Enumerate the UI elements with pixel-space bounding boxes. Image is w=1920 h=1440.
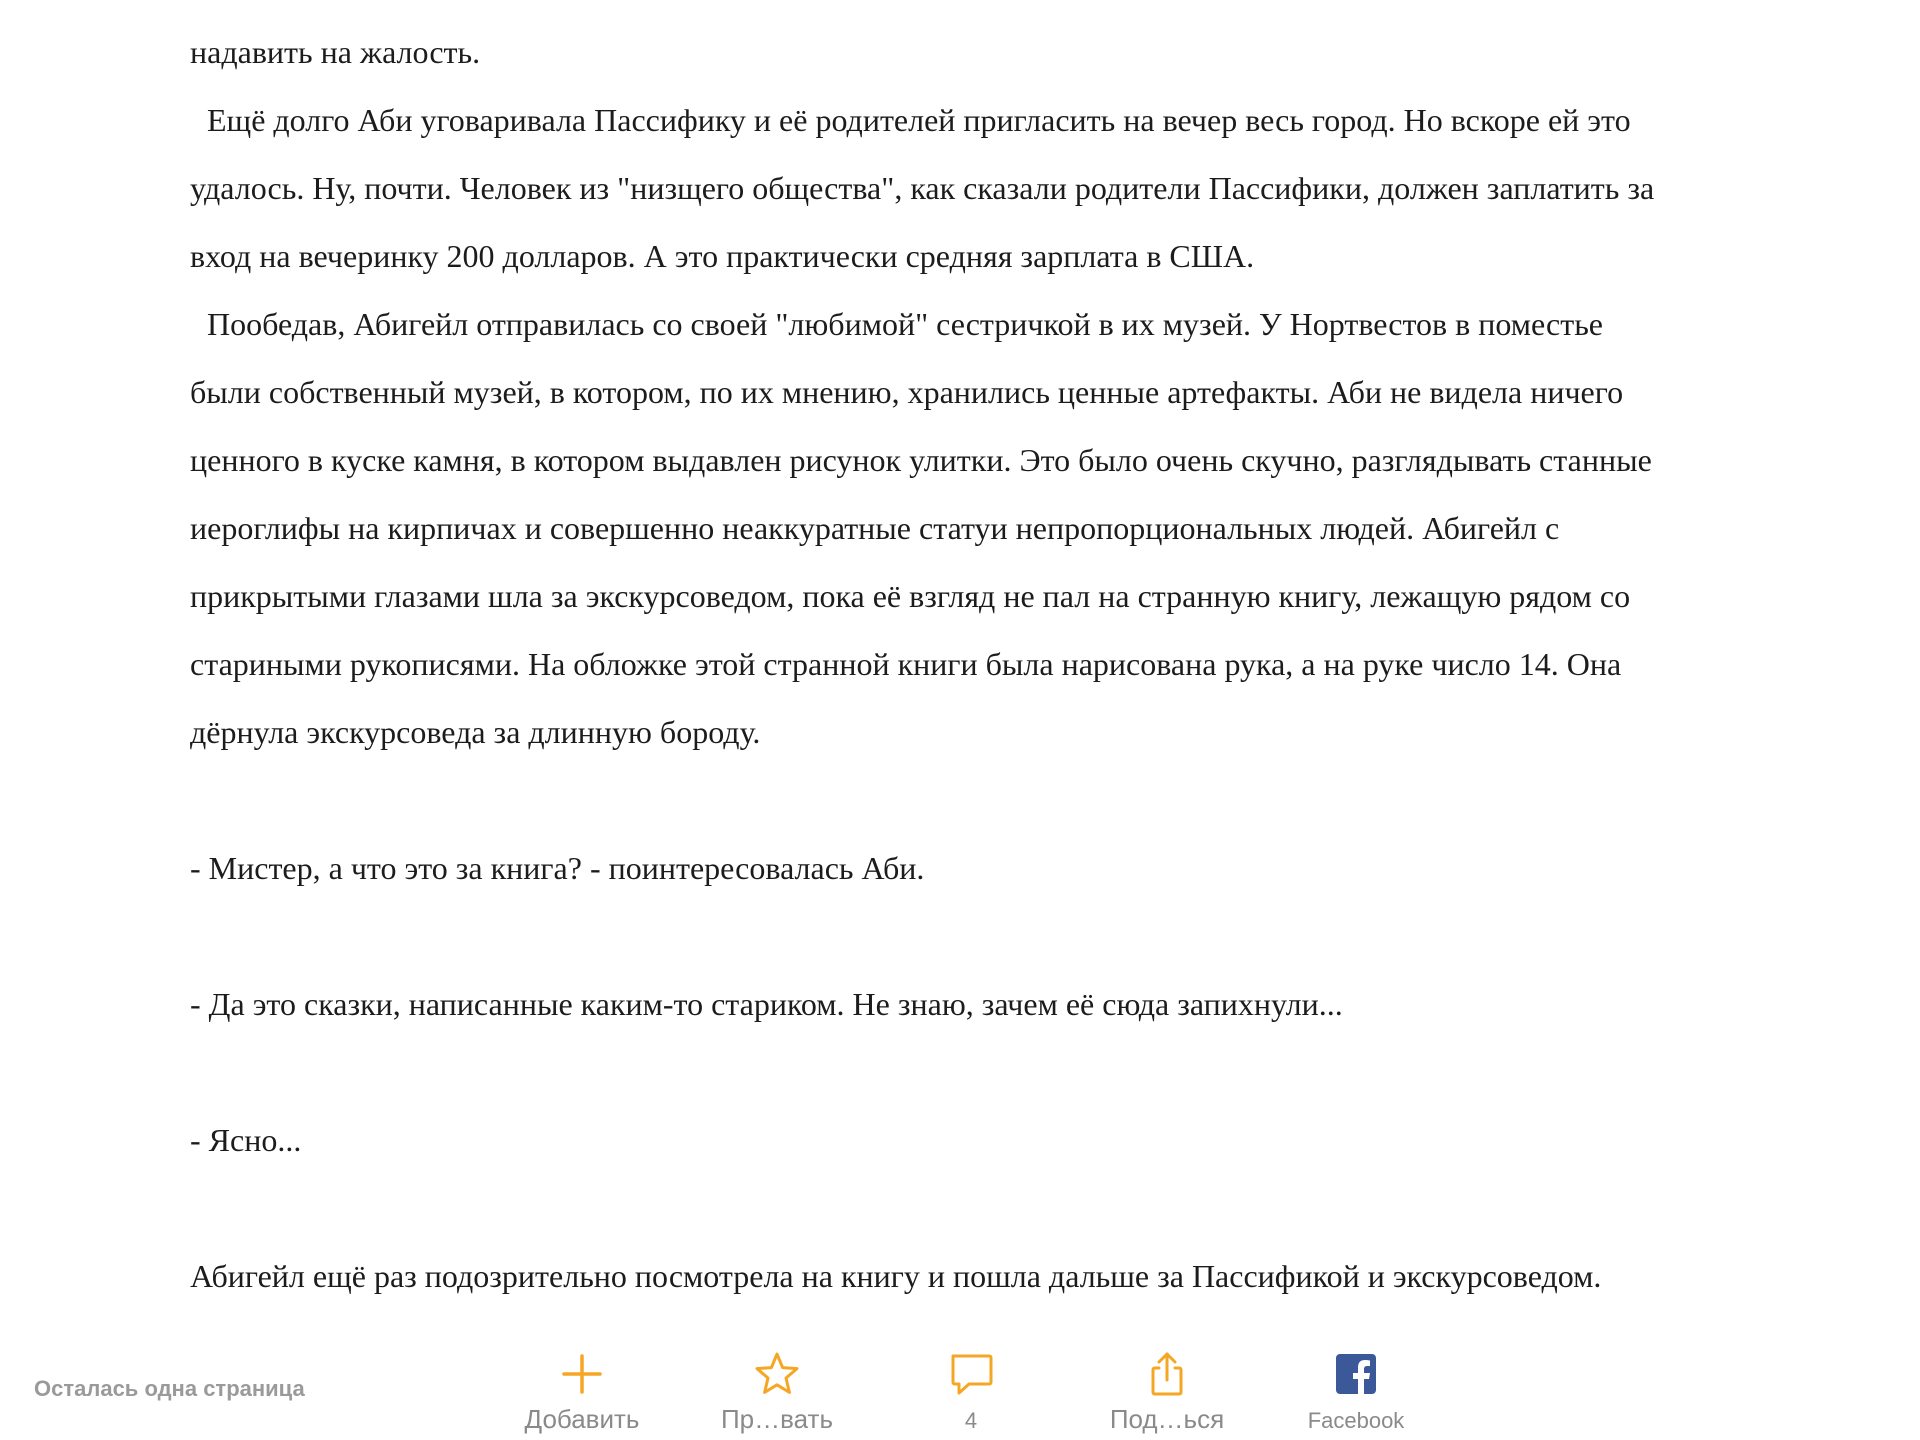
star-icon <box>753 1350 801 1398</box>
story-line: ценного в куске камня, в котором выдавлен рисунок улитки. Это было очень скучно, разглядывать станные <box>190 442 1652 478</box>
story-line: - Мистер, а что это за книга? - поинтересовалась Аби. <box>190 850 925 886</box>
comments-count: 4 <box>964 1408 978 1433</box>
story-line: прикрытыми глазами шла за экскурсоведом, пока её взгляд не пал на странную книгу, лежащую рядом со <box>190 578 1631 614</box>
vote-label: Пр…вать <box>720 1404 833 1434</box>
share-button[interactable] <box>1087 1350 1247 1440</box>
story-line: Абигейл ещё раз подозрительно посмотрела на книгу и пошла дальше за Пассификой и экскурсоведом. <box>190 1258 1602 1294</box>
story-line: - Да это сказки, написанные каким-то стариком. Не знаю, зачем её сюда запихнули... <box>190 986 1343 1022</box>
facebook-icon <box>1332 1350 1380 1398</box>
facebook-share-button[interactable] <box>1276 1350 1436 1440</box>
bottom-action-bar <box>0 1340 1920 1440</box>
story-line: Пообедав, Абигейл отправилась со своей "любимой" сестричкой в их музей. У Нортвестов в поместье <box>207 306 1603 342</box>
story-text <box>190 18 1790 1310</box>
vote-button[interactable] <box>697 1350 857 1440</box>
story-line: удалось. Ну, почти. Человек из "низщего общества", как сказали родители Пассифики, должен заплатить за <box>190 170 1655 206</box>
pages-remaining-text: Осталась одна страница <box>34 1376 305 1401</box>
paragraph-gap <box>190 766 1790 834</box>
story-line: вход на вечеринку 200 долларов. А это практически средняя зарплата в США. <box>190 238 1255 274</box>
add-to-library-button[interactable] <box>502 1350 662 1440</box>
facebook-label: Facebook <box>1307 1408 1405 1433</box>
paragraph-gap <box>190 902 1790 970</box>
paragraph-gap <box>190 1038 1790 1106</box>
plus-icon <box>558 1350 606 1398</box>
story-line: были собственный музей, в котором, по их мнению, хранились ценные артефакты. Аби не видела ничего <box>190 374 1624 410</box>
comment-icon <box>947 1350 995 1398</box>
story-line: стариными рукописями. На обложке этой странной книги была нарисована рука, а на руке число 14. Она <box>190 646 1622 682</box>
comments-button[interactable] <box>891 1350 1051 1440</box>
share-label: Под…ься <box>1109 1404 1225 1434</box>
paragraph-gap <box>190 1174 1790 1242</box>
story-line: Ещё долго Аби уговаривала Пассифику и её родителей пригласить на вечер весь город. Но вскоре ей это <box>207 102 1631 138</box>
story-line: надавить на жалость. <box>190 34 481 70</box>
add-label: Добавить <box>524 1404 640 1434</box>
story-line: иероглифы на кирпичах и совершенно неаккуратные статуи непропорциональных людей. Абигейл с <box>190 510 1560 546</box>
share-icon <box>1143 1350 1191 1398</box>
story-line: дёрнула экскурсоведа за длинную бороду. <box>190 714 761 750</box>
story-line: - Ясно... <box>190 1122 302 1158</box>
